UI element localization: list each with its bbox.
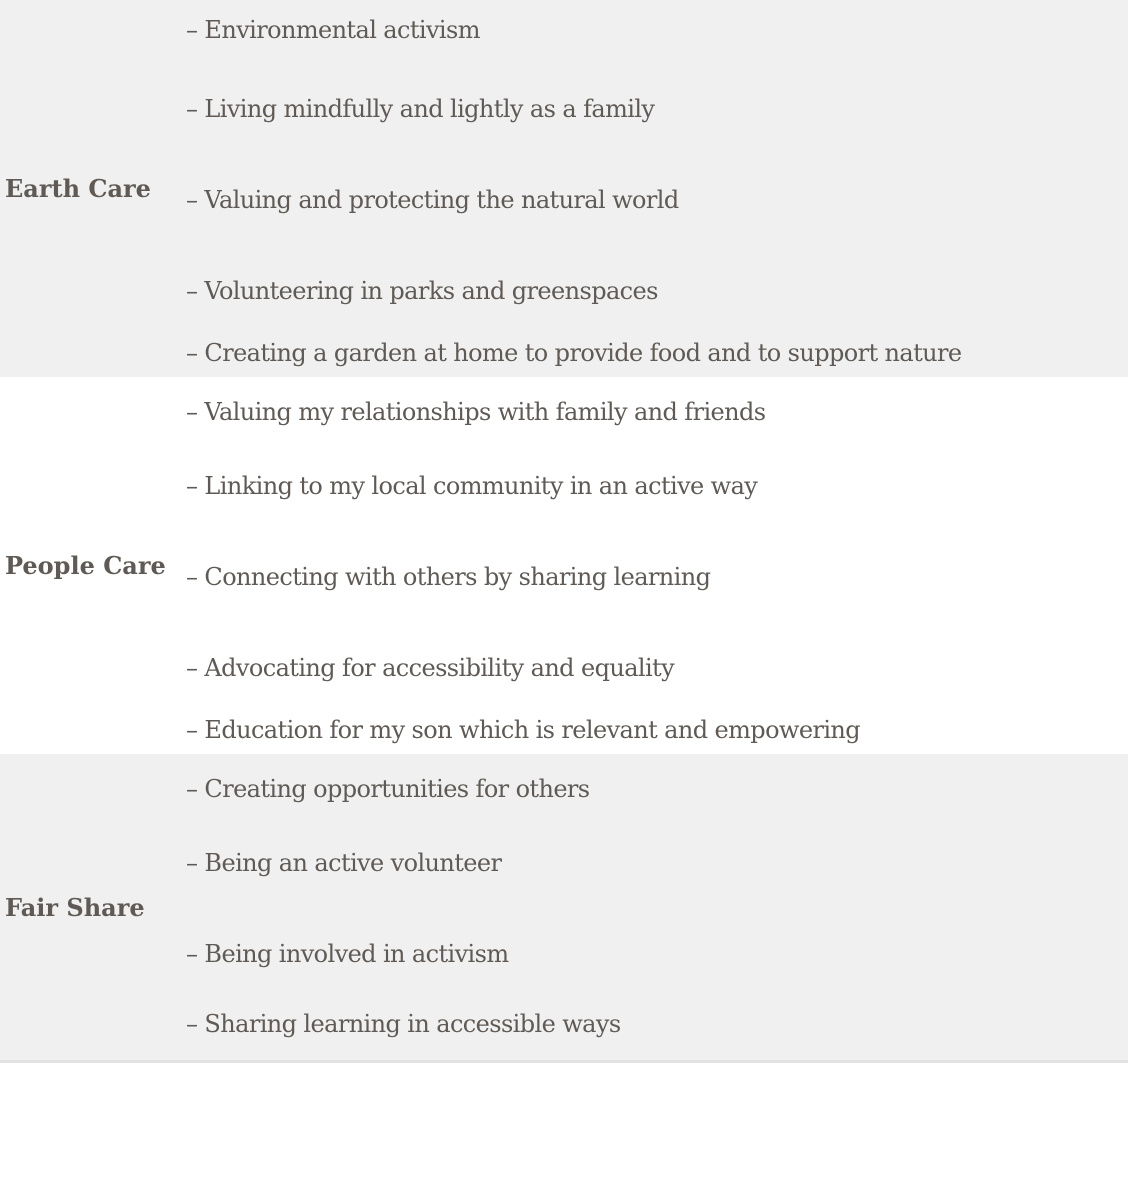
- table-row-people-care: [0, 377, 1128, 754]
- list-item: – Valuing and protecting the natural world: [186, 186, 679, 214]
- list-item: – Creating opportunities for others: [186, 775, 590, 803]
- list-item: – Valuing my relationships with family and friends: [186, 398, 766, 426]
- list-item: – Sharing learning in accessible ways: [186, 1010, 621, 1038]
- list-item: – Environmental activism: [186, 16, 480, 44]
- list-item: – Advocating for accessibility and equality: [186, 654, 675, 682]
- list-item: – Living mindfully and lightly as a family: [186, 95, 655, 123]
- list-item: – Connecting with others by sharing learning: [186, 563, 711, 591]
- items-cell-people-care: [182, 377, 1128, 754]
- list-item: – Linking to my local community in an active way: [186, 472, 758, 500]
- row-label-people-care: People Care: [5, 551, 166, 580]
- row-label-earth-care: Earth Care: [5, 174, 151, 203]
- table-row-earth-care: [0, 0, 1128, 377]
- table-bottom-divider: [0, 1060, 1128, 1063]
- list-item: – Education for my son which is relevant and empowering: [186, 716, 861, 744]
- list-item: – Creating a garden at home to provide food and to support nature: [186, 339, 962, 367]
- row-label-fair-share: Fair Share: [5, 892, 145, 922]
- list-item: – Being an active volunteer: [186, 849, 502, 877]
- table-row-fair-share: [0, 754, 1128, 1060]
- items-cell-earth-care: [182, 0, 1128, 377]
- list-item: – Volunteering in parks and greenspaces: [186, 277, 658, 305]
- items-cell-fair-share: [182, 754, 1128, 1060]
- list-item: – Being involved in activism: [186, 940, 509, 968]
